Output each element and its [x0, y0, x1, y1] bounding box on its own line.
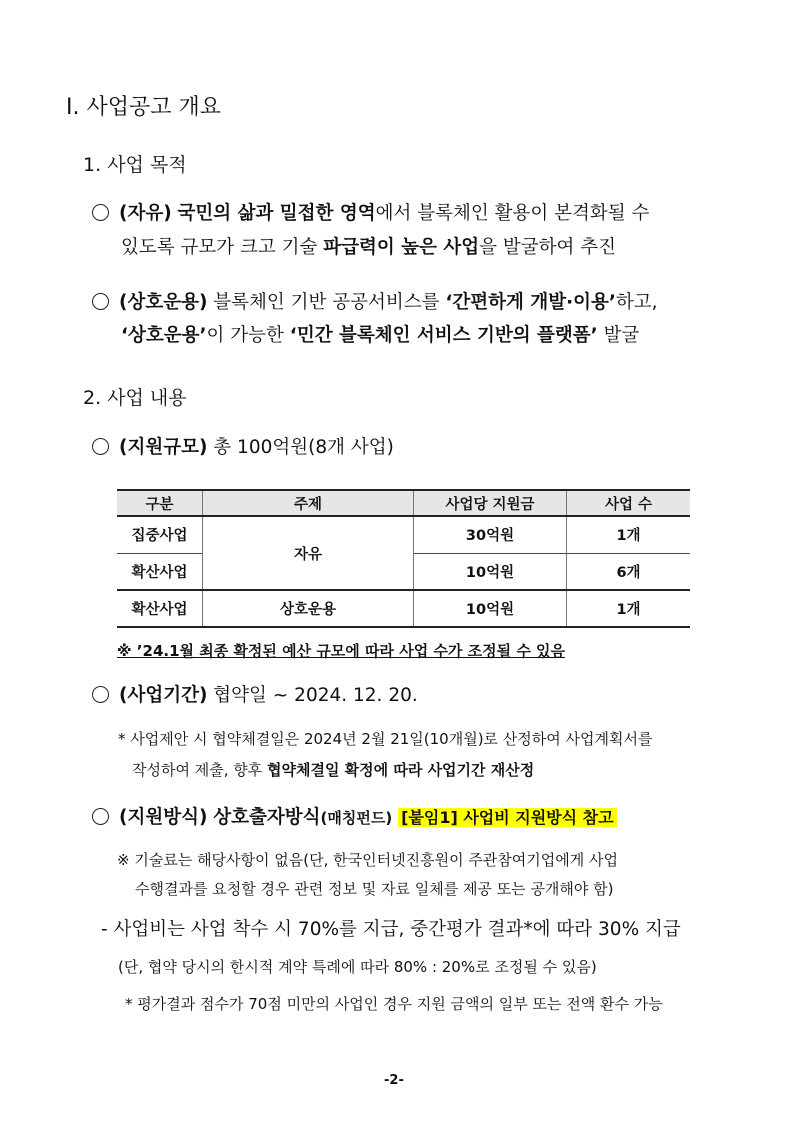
method-note-line1: ※ 기술료는 해당사항이 없음(단, 한국인터넷진흥원이 주관참여기업에게 사업 — [117, 851, 618, 869]
table-header-row — [117, 490, 690, 516]
period-note-line1: * 사업제안 시 협약체결일은 2024년 2월 21일(10개월)로 산정하여 사업계획서를 — [118, 730, 653, 748]
page-number: -2- — [384, 1073, 404, 1088]
table-row: 확산사업 10억원 6개 — [117, 553, 690, 590]
table-header-count: 사업 수 — [567, 490, 691, 516]
purpose-free-bold: 국민의 삶과 밀접한 영역 — [177, 203, 376, 224]
purpose-item-interop: (상호운용) 블록체인 기반 공공서비스를 ‘간편하게 개발·이용’하고, — [92, 287, 658, 319]
bullet-circle-icon — [92, 438, 109, 455]
table-header-type: 구분 — [117, 490, 203, 516]
project-period-tag: (사업기간) — [119, 685, 208, 706]
bullet-circle-icon — [92, 204, 109, 221]
table-header-amount: 사업당 지원금 — [414, 490, 567, 516]
support-scale: (지원규모) 총 100억원(8개 사업) — [92, 432, 394, 464]
bullet-circle-icon — [92, 293, 109, 310]
budget-line2: (단, 협약 당시의 한시적 계약 특례에 따라 80% : 20%로 조정될 수 있음) — [118, 958, 597, 976]
budget-note: * 평가결과 점수가 70점 미만의 사업인 경우 지원 금액의 일부 또는 전액 환수 가능 — [125, 995, 663, 1013]
purpose-item-free-line2: 있도록 규모가 크고 기술 파급력이 높은 사업을 발굴하여 추진 — [121, 237, 616, 258]
table-row: 집중사업 자유 30억원 1개 — [117, 516, 690, 553]
bullet-circle-icon — [92, 686, 109, 703]
table-row: 확산사업 상호운용 10억원 1개 — [117, 590, 690, 627]
section-title: I. 사업공고 개요 — [66, 95, 221, 120]
table-note: ※ ’24.1월 최종 확정된 예산 규모에 따라 사업 수가 조정될 수 있음 — [117, 642, 566, 660]
support-table — [117, 489, 690, 628]
support-scale-tag: (지원규모) — [119, 437, 208, 458]
purpose-interop-tag: (상호운용) — [119, 292, 208, 313]
purpose-item-free: (자유) 국민의 삶과 밀접한 영역에서 블록체인 활용이 본격화될 수 — [92, 198, 649, 230]
purpose-free-tag: (자유) — [119, 203, 172, 224]
support-method-tag: (지원방식) — [119, 807, 208, 828]
subsection-purpose-title: 1. 사업 목적 — [83, 154, 187, 176]
support-method: (지원방식) 상호출자방식(매칭펀드) [붙임1] 사업비 지원방식 참고 — [92, 802, 617, 834]
appendix-highlight: [붙임1] 사업비 지원방식 참고 — [398, 808, 617, 827]
project-period: (사업기간) 협약일 ~ 2024. 12. 20. — [92, 680, 418, 712]
purpose-item-interop-line2: ‘상호운용’이 가능한 ‘민간 블록체인 서비스 기반의 플랫폼’ 발굴 — [121, 325, 640, 346]
period-note-line2: 작성하여 제출, 향후 협약체결일 확정에 따라 사업기간 재산정 — [132, 761, 535, 779]
budget-line1: - 사업비는 사업 착수 시 70%를 지급, 중간평가 결과*에 따라 30% 지급 — [101, 919, 681, 940]
bullet-circle-icon — [92, 808, 109, 825]
table-header-theme: 주제 — [203, 490, 414, 516]
subsection-content-title: 2. 사업 내용 — [83, 387, 187, 409]
method-note-line2: 수행결과를 요청할 경우 관련 정보 및 자료 일체를 제공 또는 공개해야 함) — [135, 880, 614, 898]
